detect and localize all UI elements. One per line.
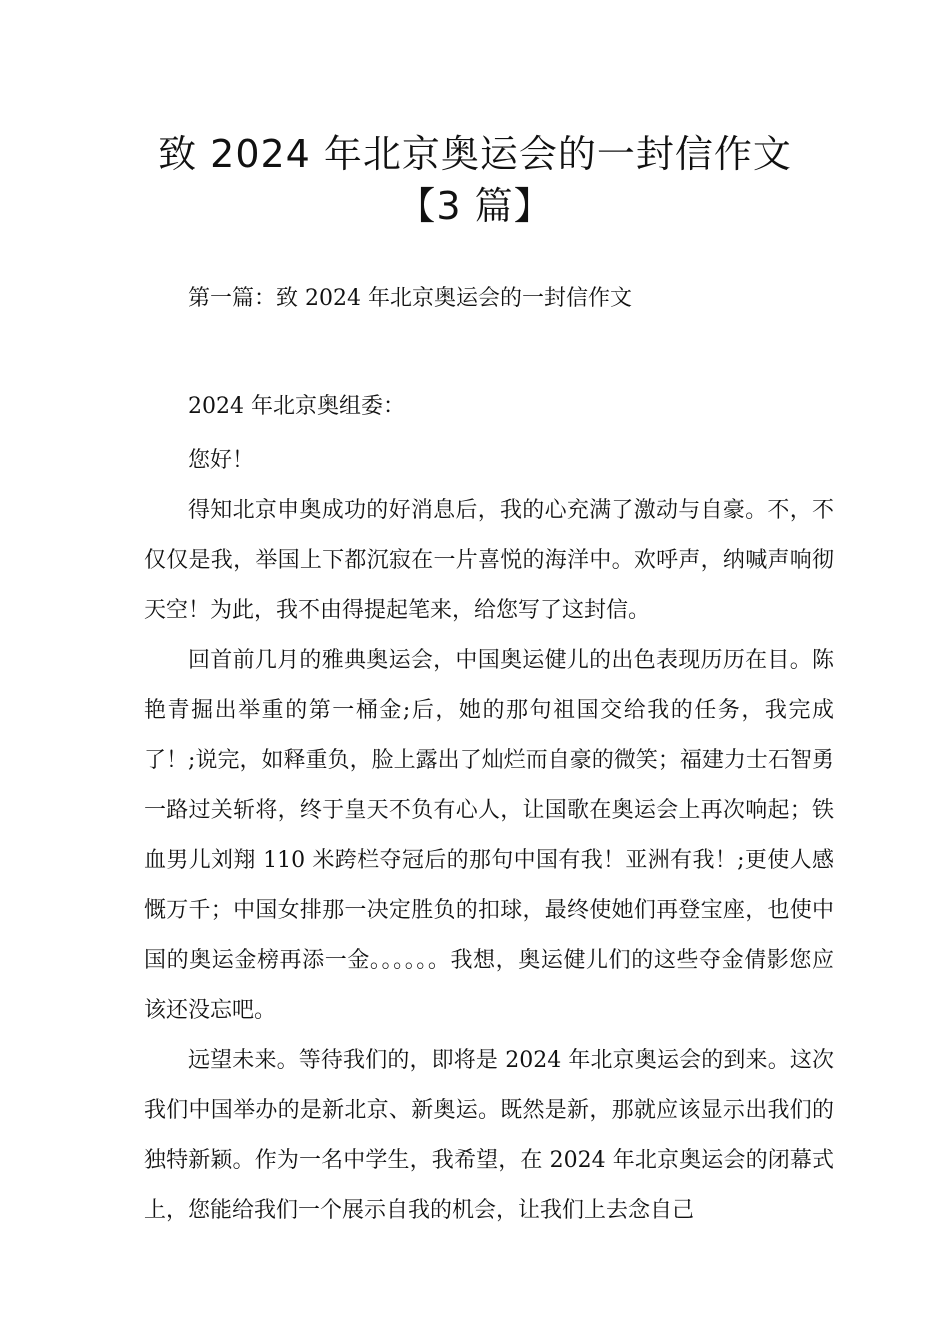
letter-body (144, 382, 834, 1236)
addressee: 2024 年北京奥组委： (188, 394, 405, 419)
body-paragraph: 回首前几月的雅典奥运会，中国奥运健儿的出色表现历历在目。陈艳青掘出举重的第一桶金;后，她的那句祖国交给我的任务，我完成了！;说完，如释重负，脸上露出了灿烂而自豪的微笑；福建力士石智勇一路过关斩将，终于皇天不负有心人，让国歌在奥运会上再次响起；铁血男儿刘翔 110 米跨栏夺冠后的那句中国有我！亚洲有我！;更使人感慨万千；中国女排那一决定胜负的扣球，最终使她们再登宝座，也使中国的奥运金榜再添一金。。。。。。我想，奥运健儿们的这些夺金倩影您应该还没忘吧。 (144, 648, 834, 1023)
greeting: 您好！ (188, 448, 255, 473)
section-heading: 第一篇：致 2024 年北京奥运会的一封信作文 (188, 286, 632, 311)
document-title: 致 2024 年北京奥运会的一封信作文【3 篇】 (158, 132, 792, 228)
body-paragraph: 得知北京申奥成功的好消息后，我的心充满了激动与自豪。不，不仅仅是我，举国上下都沉寂在一片喜悦的海洋中。欢呼声，纳喊声响彻天空！为此，我不由得提起笔来，给您写了这封信。 (144, 498, 834, 623)
body-paragraph: 远望未来。等待我们的，即将是 2024 年北京奥运会的到来。这次我们中国举办的是新北京、新奥运。既然是新，那就应该显示出我们的独特新颖。作为一名中学生，我希望，在 2024 年北京奥运会的闭幕式上，您能给我们一个展示自我的机会，让我们上去念自己 (144, 1048, 834, 1223)
